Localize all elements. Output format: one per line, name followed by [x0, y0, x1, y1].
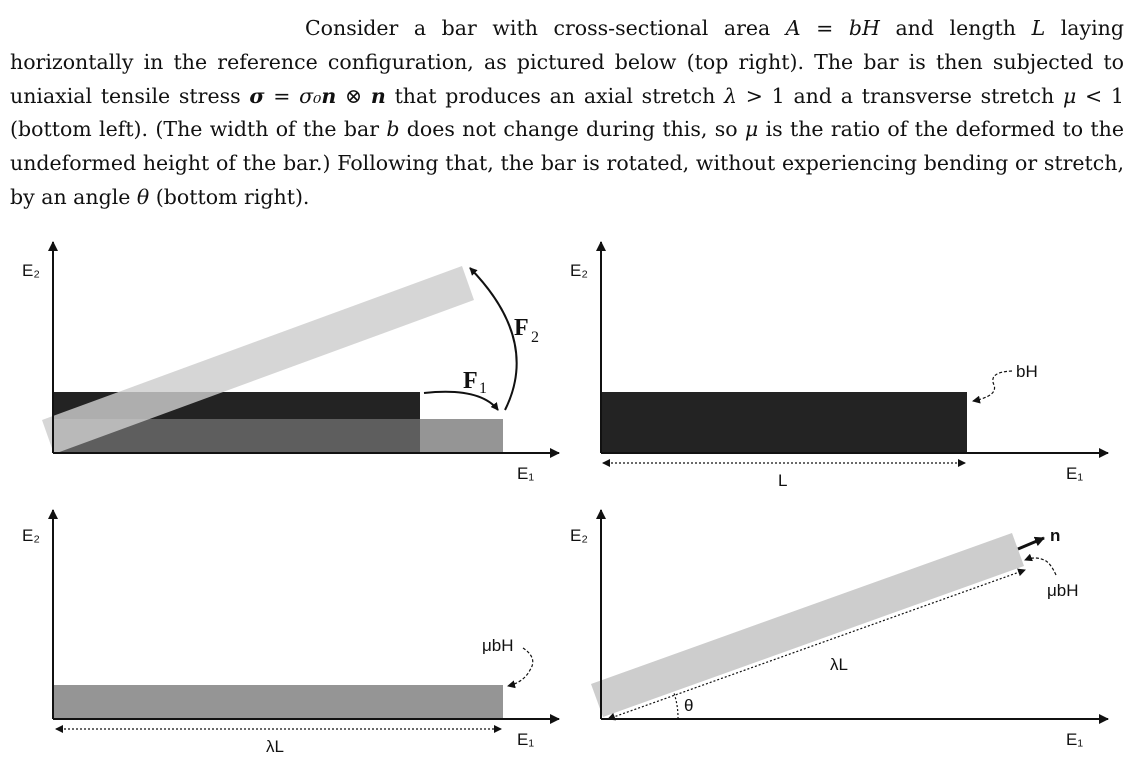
e2-axis-label: E₂	[570, 526, 588, 545]
height-label: μbH	[1047, 581, 1079, 600]
stretched-bar	[54, 685, 503, 719]
angle-arc	[674, 693, 678, 719]
length-label: λL	[266, 737, 284, 756]
length-dimension	[608, 570, 1025, 719]
problem-statement: Consider a bar with cross-sectional area A = bH and length L laying horizontally in the reference configuration, as pictured below (top right). The bar is then subjected to uniaxial tensile stress σ = σ₀n ⊗ n that produces an axial stretch λ > 1 and a transverse stretch μ < 1 (bottom left). (The width of the bar b does not change during this, so μ is the ratio of the deformed to the undeformed height of the bar.) Following that, the bar is rotated, without experiencing bending or stretch, by an angle θ (bottom right).	[10, 16, 1124, 209]
e1-axis-label: E₁	[517, 730, 535, 749]
f2-subscript: 2	[531, 329, 539, 346]
e1-axis-label: E₁	[517, 464, 535, 483]
height-label: μbH	[482, 636, 514, 655]
normal-arrow	[1018, 538, 1044, 549]
f1-subscript: 1	[479, 380, 487, 397]
panel-composition	[22, 242, 559, 483]
height-pointer	[973, 371, 1012, 401]
height-label: bH	[1016, 362, 1038, 381]
e2-axis-label: E₂	[22, 526, 40, 545]
e1-axis-label: E₁	[1066, 464, 1084, 483]
e2-axis-label: E₂	[22, 261, 40, 280]
f1-label: F	[463, 368, 478, 394]
height-pointer	[1025, 558, 1056, 575]
e2-axis-label: E₂	[570, 261, 588, 280]
panel-stretched	[22, 510, 559, 756]
length-label: L	[778, 471, 788, 490]
length-label: λL	[830, 655, 848, 674]
rotated-bar	[591, 533, 1024, 717]
panel-rotated	[570, 510, 1108, 749]
reference-bar	[602, 392, 967, 453]
panel-reference	[570, 242, 1108, 490]
normal-label: n	[1050, 526, 1061, 545]
e1-axis-label: E₁	[1066, 730, 1084, 749]
angle-label: θ	[684, 696, 694, 715]
f2-label: F	[514, 315, 529, 341]
